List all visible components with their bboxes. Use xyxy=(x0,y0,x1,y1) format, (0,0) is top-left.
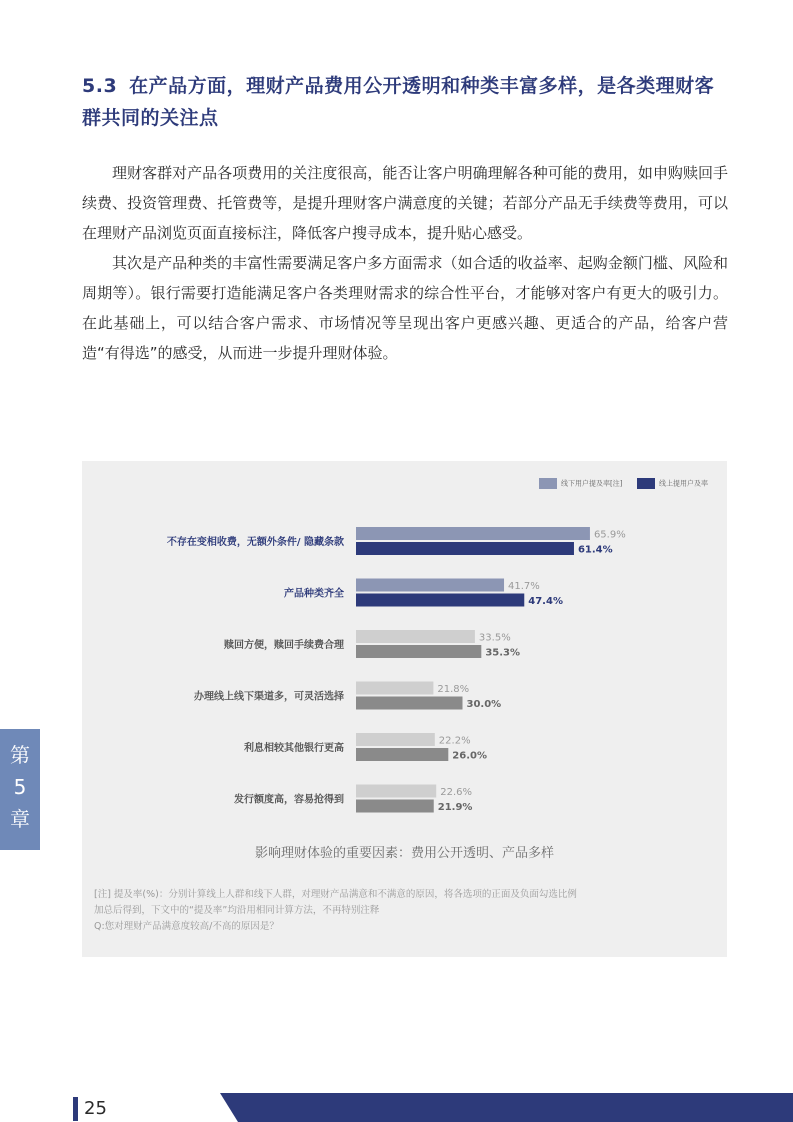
value-label-online: 47.4% xyxy=(528,596,563,607)
bar-offline xyxy=(356,733,435,746)
value-label-online: 30.0% xyxy=(466,699,502,710)
category-label: 利息相较其他银行更高 xyxy=(244,743,344,754)
value-label-offline: 33.5% xyxy=(478,632,511,644)
chapter-tab xyxy=(0,729,40,850)
value-label-offline: 22.2% xyxy=(438,735,471,747)
chart-notes xyxy=(94,887,714,935)
section-heading xyxy=(82,70,732,134)
bar-online xyxy=(356,800,434,813)
footer-band xyxy=(220,1093,793,1122)
chart-caption: 影响理财体验的重要因素：费用公开透明、产品多样 xyxy=(254,846,554,861)
value-label-offline: 41.7% xyxy=(508,581,540,592)
bar-offline xyxy=(356,579,504,592)
value-label-online: 61.4% xyxy=(577,544,613,556)
value-label-online: 26.0% xyxy=(452,750,488,762)
category-label: 产品种类齐全 xyxy=(284,588,344,600)
category-label: 赎回方便，赎回手续费合理 xyxy=(224,640,344,651)
legend-label-offline: 线下用户提及率[注] xyxy=(561,479,623,488)
note-line-3: Q:您对理财产品满意度较高/不高的原因是？ xyxy=(94,921,279,932)
bar-offline xyxy=(356,682,433,695)
note-line-2: 加总后得到，下文中的“提及率”均沿用相同计算方法，不再特别注释 xyxy=(94,905,380,916)
footer-band-shape xyxy=(220,1093,793,1122)
bar-online xyxy=(356,697,463,710)
value-label-offline: 22.6% xyxy=(440,787,473,798)
bar-online xyxy=(356,594,524,607)
chapter-number: 5 xyxy=(13,775,27,799)
bar-online xyxy=(356,748,448,761)
value-label-offline: 21.8% xyxy=(437,684,470,695)
section-title: 在产品方面，理财产品费用公开透明和种类丰富多样，是各类理财客群共同的关注点 xyxy=(82,75,715,129)
chart-figure xyxy=(82,461,727,957)
bar-offline xyxy=(356,527,590,540)
page-number: 25 xyxy=(84,1098,107,1119)
bar-online xyxy=(356,645,481,658)
category-label: 办理线上线下渠道多，可灵活选择 xyxy=(194,691,344,703)
legend-label-online: 线上提用户及率 xyxy=(659,479,708,488)
category-label: 不存在变相收费，无额外条件/ 隐藏条款 xyxy=(166,537,344,548)
bar-online xyxy=(356,542,574,555)
section-number: 5.3 xyxy=(82,75,118,97)
bar-offline xyxy=(356,785,436,798)
page-number-bar xyxy=(73,1097,78,1121)
paragraph-1: 理财客群对产品各项费用的关注度很高，能否让客户明确理解各种可能的费用，如申购赎回手续费、投资管理费、托管费等，是提升理财客户满意度的关键；若部分产品无手续费等费用，可以在理财产品浏览页面直接标注，降低客户搜寻成本，提升贴心感受。 xyxy=(82,164,728,242)
chapter-label: 第 xyxy=(10,743,30,767)
value-label-online: 35.3% xyxy=(485,647,521,659)
value-label-offline: 65.9% xyxy=(593,529,626,541)
value-label-online: 21.9% xyxy=(437,802,473,813)
paragraph-2: 其次是产品种类的丰富性需要满足客户多方面需求（如合适的收益率、起购金额门槛、风险和周期等）。银行需要打造能满足客户各类理财需求的综合性平台，才能够对客户有更大的吸引力。在此基础上，可以结合客户需求、市场情况等呈现出客户更感兴趣、更适合的产品，给客户营造“有得选”的感受，从而进一步提升理财体验。 xyxy=(82,254,728,362)
chapter-suffix: 章 xyxy=(10,807,30,831)
body-text xyxy=(82,158,728,368)
bar-offline xyxy=(356,630,475,643)
category-label: 发行额度高，容易抢得到 xyxy=(234,794,344,806)
note-line-1: [注] 提及率(%)：分别计算线上人群和线下人群，对理财产品满意和不满意的原因，将各选项的正面及负面勾选比例 xyxy=(94,889,577,900)
bar-chart xyxy=(82,461,727,831)
